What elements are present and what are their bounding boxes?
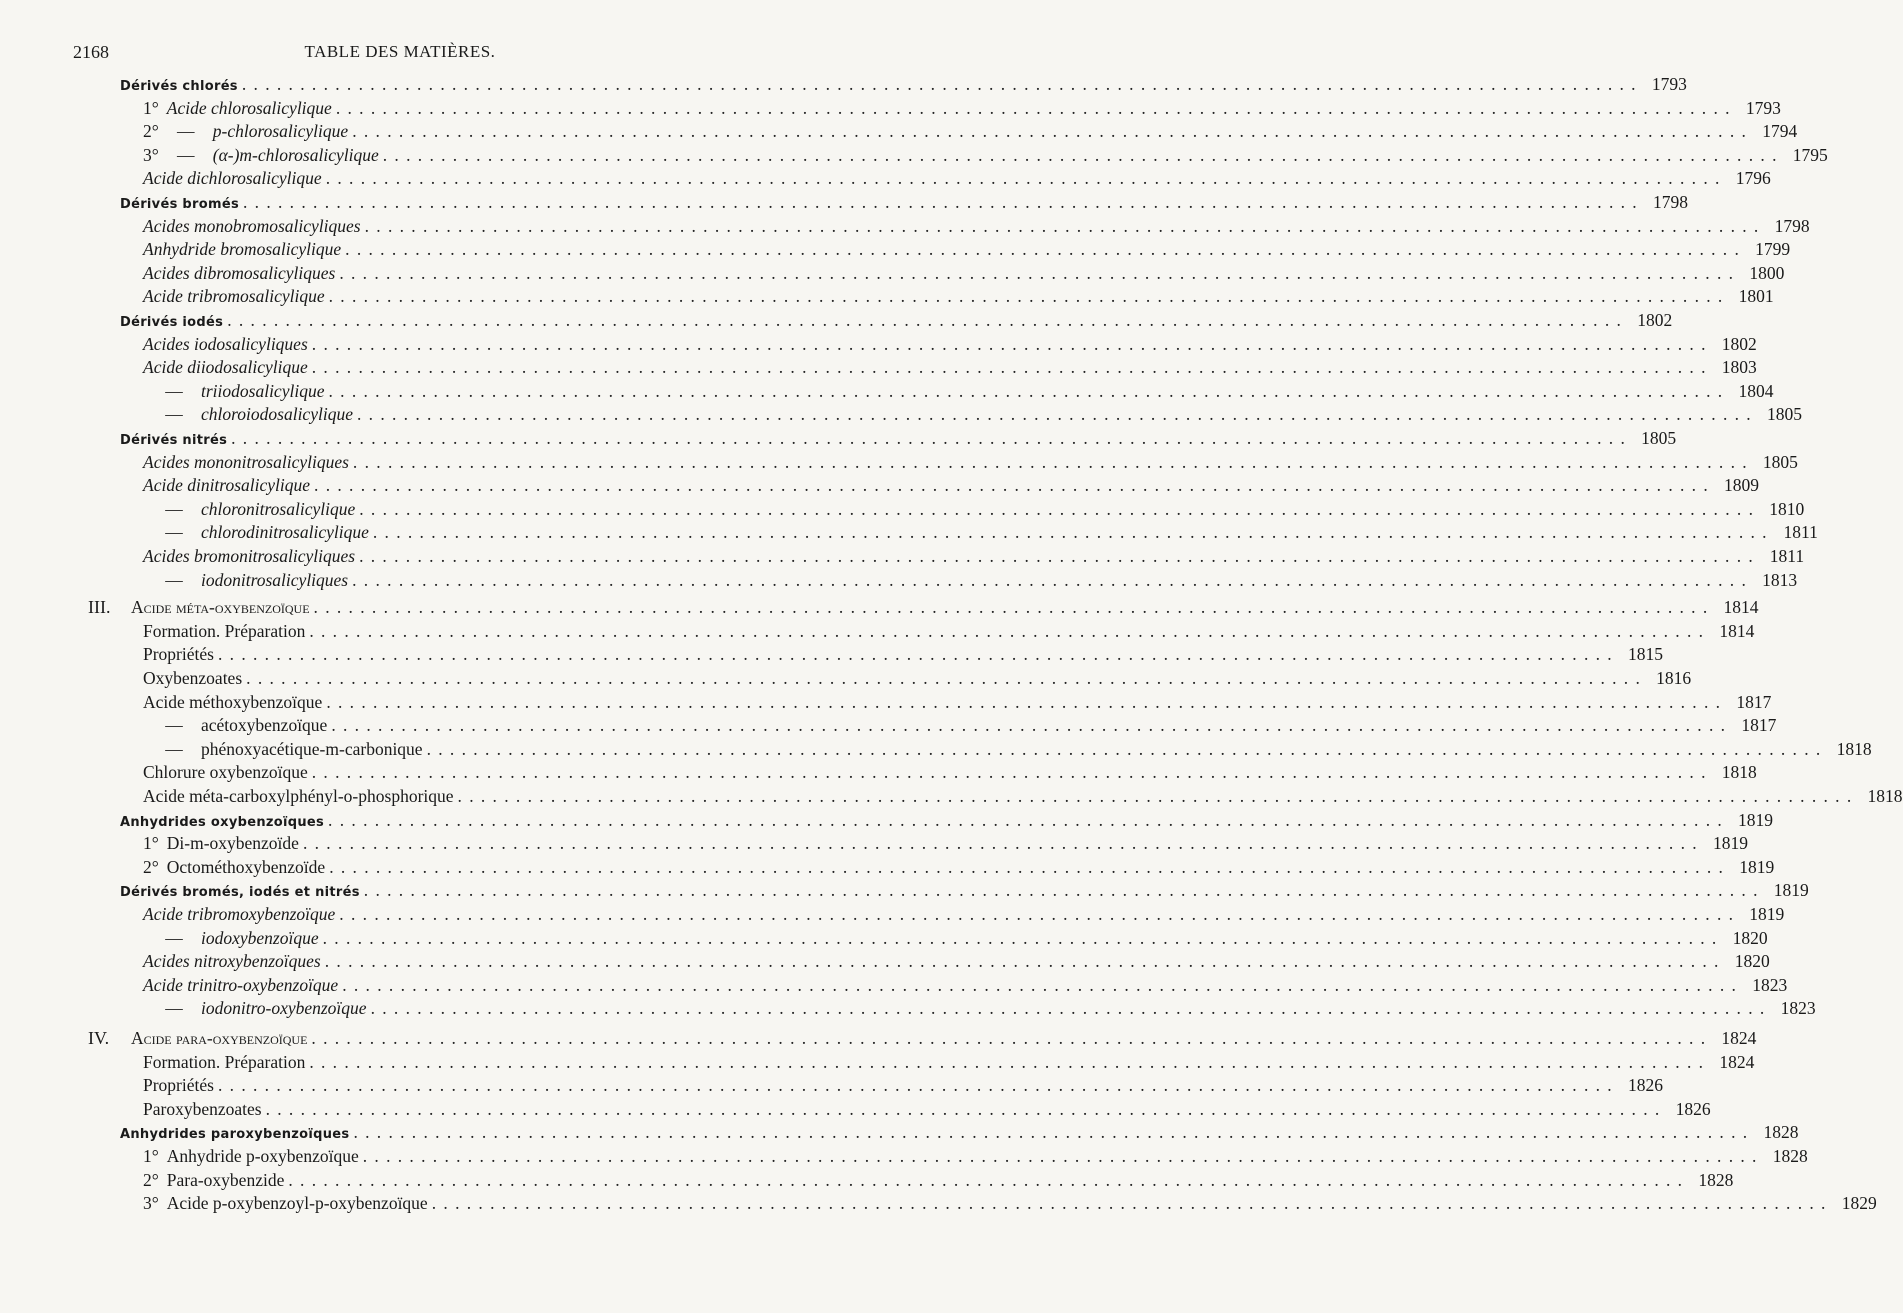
toc-entry-label bbox=[143, 1144, 359, 1168]
toc-entry bbox=[143, 568, 1798, 592]
toc-entry bbox=[143, 1073, 1663, 1097]
toc-entry bbox=[143, 332, 1757, 356]
entry-title: chlorodinitrosalicylique bbox=[201, 522, 369, 543]
toc-entry-label bbox=[143, 737, 423, 761]
page-ref: 1824 bbox=[1721, 1028, 1757, 1048]
toc-entry bbox=[143, 902, 1785, 926]
page-ref: 1793 bbox=[1745, 97, 1781, 118]
entry-title: Formation. Préparation bbox=[143, 1051, 306, 1072]
page-header bbox=[0, 42, 800, 64]
toc-entry bbox=[143, 355, 1757, 379]
entry-title: Acide méthoxybenzoïque bbox=[143, 691, 323, 712]
page-ref: 1805 bbox=[1766, 404, 1802, 425]
page-number: 2168 bbox=[73, 42, 109, 62]
dot-leader: ........................................................................................................................ bbox=[457, 786, 1859, 806]
toc-entry-label bbox=[143, 473, 310, 497]
toc-section-heading bbox=[120, 72, 1687, 96]
page-ref: 1819 bbox=[1739, 856, 1775, 877]
dot-leader: ........................................................................................................................ bbox=[246, 668, 1648, 688]
toc-entry-label bbox=[143, 1050, 305, 1074]
entry-title: chloronitrosalicylique bbox=[201, 498, 356, 519]
entry-number: 3° bbox=[143, 1193, 159, 1214]
page-ref: 1811 bbox=[1783, 522, 1818, 543]
part-title: Acide méta-oxybenzoïque bbox=[131, 597, 310, 618]
dot-leader: ........................................................................................................................ bbox=[311, 357, 1713, 378]
dot-leader: ........................................................................................................................ bbox=[352, 569, 1754, 590]
entry-title: Anhydrides paroxybenzoïques bbox=[120, 1127, 350, 1143]
ditto-dash: — bbox=[177, 121, 195, 142]
page-ref: 1826 bbox=[1675, 1098, 1711, 1119]
page-ref: 1818 bbox=[1867, 786, 1903, 806]
entry-number: 3° bbox=[143, 144, 159, 165]
entry-title: chloroiodosalicylique bbox=[201, 404, 353, 425]
entry-title: phénoxyacétique-m-carbonique bbox=[201, 738, 423, 759]
page-ref: 1819 bbox=[1738, 809, 1774, 830]
entry-title: Octométhoxybenzoïde bbox=[166, 856, 326, 877]
toc-entry bbox=[143, 119, 1798, 143]
ditto-dash: — bbox=[165, 380, 183, 401]
toc-entry bbox=[143, 737, 1872, 761]
toc-entry bbox=[143, 760, 1757, 784]
entry-title: Acide diiodosalicylique bbox=[143, 357, 308, 378]
page-ref: 1823 bbox=[1752, 974, 1788, 995]
toc-entry-label bbox=[143, 1097, 262, 1121]
dot-leader: ........................................................................................................................ bbox=[370, 998, 1772, 1019]
entry-title: Acide tribromoxybenzoïque bbox=[143, 904, 336, 924]
toc-entry-label bbox=[143, 926, 319, 950]
entry-title: Acides nitroxybenzoïques bbox=[143, 951, 321, 972]
toc-entry-label bbox=[143, 261, 335, 285]
ditto-dash: — bbox=[165, 522, 183, 543]
page-ref: 1819 bbox=[1773, 880, 1809, 901]
part-numeral: III. bbox=[88, 597, 111, 618]
toc-entry bbox=[143, 1097, 1711, 1121]
toc-entry-label bbox=[143, 666, 242, 690]
entry-title: Dérivés bromés bbox=[120, 197, 239, 212]
toc-section-heading bbox=[120, 1120, 1799, 1144]
entry-title: Dérivés nitrés bbox=[120, 433, 228, 448]
entry-title: (α-)m-chlorosalicylique bbox=[212, 144, 379, 165]
toc-part-heading bbox=[88, 1026, 1757, 1050]
toc-entry bbox=[143, 214, 1810, 238]
toc-entry bbox=[143, 642, 1663, 666]
page-ref: 1826 bbox=[1627, 1075, 1663, 1096]
entry-title: Chlorure oxybenzoïque bbox=[143, 762, 308, 783]
toc-entry-label bbox=[143, 996, 367, 1020]
entry-title: Acides bromonitrosalicyliques bbox=[143, 546, 356, 566]
toc-entry bbox=[143, 1050, 1755, 1074]
dot-leader: ........................................................................................................................ bbox=[314, 475, 1716, 496]
entry-title: iodoxybenzoïque bbox=[201, 927, 319, 948]
toc-entry-label bbox=[143, 119, 348, 143]
dot-leader: ........................................................................................................................ bbox=[352, 451, 1754, 472]
dot-leader: ........................................................................................................................ bbox=[326, 691, 1728, 712]
toc-entry-label bbox=[143, 402, 353, 426]
toc-entry bbox=[143, 831, 1748, 855]
dot-leader: ........................................................................................................................ bbox=[372, 522, 1774, 543]
page-ref: 1814 bbox=[1723, 597, 1759, 618]
toc-entry-label bbox=[143, 1073, 214, 1097]
toc-entry bbox=[143, 450, 1798, 474]
page-ref: 1804 bbox=[1738, 380, 1774, 401]
entry-title: Para-oxybenzide bbox=[166, 1169, 285, 1190]
dot-leader: ........................................................................................................................ bbox=[431, 1193, 1833, 1214]
page-ref: 1798 bbox=[1652, 192, 1688, 212]
dot-leader: ........................................................................................................................ bbox=[325, 168, 1727, 189]
entry-title: Dérivés bromés, iodés et nitrés bbox=[120, 885, 360, 901]
toc-entry bbox=[143, 520, 1818, 544]
dot-leader: ........................................................................................................................ bbox=[265, 1098, 1667, 1119]
dot-leader: ........................................................................................................................ bbox=[217, 1075, 1619, 1096]
dot-leader: ........................................................................................................................ bbox=[288, 1169, 1690, 1190]
page-ref: 1819 bbox=[1749, 904, 1785, 924]
ditto-dash: — bbox=[177, 144, 195, 165]
dot-leader: ........................................................................................................................ bbox=[328, 286, 1730, 307]
page-ref: 1819 bbox=[1712, 833, 1748, 854]
entry-title: Acides monobromosalicyliques bbox=[143, 215, 361, 236]
toc-entry bbox=[143, 379, 1774, 403]
dot-leader: ........................................................................................................................ bbox=[328, 380, 1730, 401]
page-ref: 1817 bbox=[1741, 715, 1777, 736]
page-ref: 1802 bbox=[1637, 310, 1673, 330]
entry-title: Acide trinitro-oxybenzoïque bbox=[143, 974, 339, 995]
dot-leader: ........................................................................................................................ bbox=[227, 310, 1629, 330]
dot-leader: ........................................................................................................................ bbox=[309, 1051, 1711, 1072]
toc-entry-label bbox=[143, 143, 379, 167]
dot-leader: ........................................................................................................................ bbox=[356, 404, 1758, 425]
page-ref: 1818 bbox=[1836, 738, 1872, 759]
entry-title: Oxybenzoates bbox=[143, 668, 243, 688]
entry-number: 1° bbox=[143, 1146, 159, 1166]
toc-entry-label bbox=[143, 619, 305, 643]
page-ref: 1795 bbox=[1792, 144, 1828, 165]
running-title: TABLE DES MATIÈRES. bbox=[304, 42, 496, 61]
toc-entry-label bbox=[143, 690, 322, 714]
entry-title: acétoxybenzoïque bbox=[201, 715, 328, 736]
page-ref: 1811 bbox=[1769, 546, 1805, 566]
entry-title: triiodosalicylique bbox=[201, 380, 325, 401]
entry-number: 2° bbox=[143, 1169, 159, 1190]
dot-leader: ........................................................................................................................ bbox=[241, 74, 1643, 94]
toc-entry-label bbox=[143, 1191, 428, 1215]
toc-entry bbox=[143, 666, 1692, 690]
toc-entry-label bbox=[143, 96, 332, 120]
page-ref: 1823 bbox=[1780, 998, 1816, 1019]
toc-entry-label bbox=[143, 379, 324, 403]
entry-title: Acide chlorosalicylique bbox=[166, 97, 332, 118]
toc-entry-label bbox=[143, 497, 355, 521]
toc-section-heading bbox=[120, 308, 1673, 332]
ditto-dash: — bbox=[165, 404, 183, 425]
toc-entry bbox=[143, 784, 1903, 808]
toc-entry-label bbox=[143, 784, 454, 808]
toc-section-heading bbox=[120, 190, 1688, 214]
page-ref: 1805 bbox=[1641, 428, 1677, 448]
page-ref: 1815 bbox=[1627, 644, 1663, 665]
entry-title: Acides mononitrosalicyliques bbox=[143, 451, 349, 472]
toc-entry bbox=[143, 261, 1785, 285]
dot-leader: ........................................................................................................................ bbox=[345, 239, 1747, 260]
entry-title: Anhydride p-oxybenzoïque bbox=[166, 1146, 359, 1166]
page-ref: 1799 bbox=[1755, 239, 1791, 260]
entry-title: Paroxybenzoates bbox=[143, 1098, 262, 1119]
toc-entry-label bbox=[143, 855, 325, 879]
dot-leader: ........................................................................................................................ bbox=[359, 498, 1761, 519]
toc-entry bbox=[143, 237, 1791, 261]
page-ref: 1824 bbox=[1719, 1051, 1755, 1072]
entry-title: Propriétés bbox=[143, 644, 214, 665]
toc-entry-label bbox=[143, 831, 299, 855]
dot-leader: ........................................................................................................................ bbox=[311, 333, 1713, 354]
dot-leader: ........................................................................................................................ bbox=[324, 951, 1726, 972]
toc-entry bbox=[143, 949, 1770, 973]
toc-entry-label bbox=[143, 237, 341, 261]
toc-entry-label bbox=[143, 355, 308, 379]
page-ref: 1798 bbox=[1774, 215, 1810, 236]
dot-leader: ........................................................................................................................ bbox=[342, 974, 1744, 995]
toc-entry-label bbox=[143, 1168, 284, 1192]
toc-entry-label bbox=[143, 520, 369, 544]
dot-leader: ........................................................................................................................ bbox=[322, 927, 1724, 948]
toc-entry-label bbox=[143, 332, 308, 356]
entry-title: Acide méta-carboxylphényl-o-phosphorique bbox=[143, 786, 454, 806]
entry-title: Propriétés bbox=[143, 1075, 214, 1096]
entry-title: Dérivés chlorés bbox=[120, 79, 238, 94]
page-ref: 1829 bbox=[1841, 1193, 1877, 1214]
toc-entry-label bbox=[143, 642, 214, 666]
page-ref: 1809 bbox=[1724, 475, 1760, 496]
ditto-dash: — bbox=[165, 738, 183, 759]
dot-leader: ........................................................................................................................ bbox=[382, 144, 1784, 165]
page-ref: 1802 bbox=[1721, 333, 1757, 354]
entry-title: Di-m-oxybenzoïde bbox=[166, 833, 299, 854]
dot-leader: ........................................................................................................................ bbox=[328, 809, 1730, 830]
toc-entry bbox=[143, 855, 1775, 879]
dot-leader: ........................................................................................................................ bbox=[242, 192, 1644, 212]
entry-number: 2° bbox=[143, 856, 159, 877]
toc-entry-label bbox=[143, 973, 338, 997]
page-ref: 1813 bbox=[1762, 569, 1798, 590]
dot-leader: ........................................................................................................................ bbox=[217, 644, 1619, 665]
dot-leader: ........................................................................................................................ bbox=[359, 546, 1761, 566]
toc-entry bbox=[143, 690, 1772, 714]
dot-leader: ........................................................................................................................ bbox=[364, 215, 1766, 236]
toc-entry bbox=[143, 284, 1774, 308]
toc-entry bbox=[143, 96, 1781, 120]
toc-entry bbox=[143, 926, 1768, 950]
toc-entry bbox=[143, 143, 1828, 167]
page-ref: 1810 bbox=[1769, 498, 1805, 519]
page-ref: 1828 bbox=[1772, 1146, 1808, 1166]
entry-title: Dérivés iodés bbox=[120, 315, 224, 330]
page-ref: 1820 bbox=[1734, 951, 1770, 972]
toc-part-heading bbox=[88, 595, 1759, 619]
page-ref: 1816 bbox=[1656, 668, 1692, 688]
entry-title: Anhydride bromosalicylique bbox=[143, 239, 342, 260]
toc-entry-label bbox=[143, 450, 349, 474]
page-ref: 1820 bbox=[1732, 927, 1768, 948]
page-ref: 1805 bbox=[1762, 451, 1798, 472]
toc-entry bbox=[143, 619, 1755, 643]
toc-entry bbox=[143, 1168, 1734, 1192]
entry-title: Acide dinitrosalicylique bbox=[143, 475, 311, 496]
toc-entry bbox=[143, 402, 1802, 426]
page-ref: 1828 bbox=[1698, 1169, 1734, 1190]
entry-title: Acide p-oxybenzoyl-p-oxybenzoïque bbox=[166, 1193, 428, 1214]
page-ref: 1801 bbox=[1738, 286, 1774, 307]
entry-title: Acide dichlorosalicylique bbox=[143, 168, 322, 189]
entry-number: 1° bbox=[143, 833, 159, 854]
entry-title: p-chlorosalicylique bbox=[212, 121, 349, 142]
page-ref: 1818 bbox=[1721, 762, 1757, 783]
dot-leader: ........................................................................................................................ bbox=[353, 1122, 1755, 1143]
entry-number: 1° bbox=[143, 97, 159, 118]
toc-entry-label bbox=[88, 595, 310, 619]
toc-entry-label bbox=[143, 760, 308, 784]
dot-leader: ........................................................................................................................ bbox=[309, 620, 1711, 641]
page-ref: 1793 bbox=[1651, 74, 1687, 94]
toc-entry-label bbox=[143, 902, 335, 926]
entry-title: Anhydrides oxybenzoïques bbox=[120, 814, 325, 830]
ditto-dash: — bbox=[165, 498, 183, 519]
toc-entry bbox=[143, 996, 1816, 1020]
dot-leader: ........................................................................................................................ bbox=[311, 1028, 1713, 1048]
toc-section-heading bbox=[120, 878, 1809, 902]
dot-leader: ........................................................................................................................ bbox=[426, 738, 1828, 759]
ditto-dash: — bbox=[165, 998, 183, 1019]
toc-entry-label bbox=[143, 568, 348, 592]
entry-title: Acides dibromosalicyliques bbox=[143, 262, 336, 283]
toc-entry-label bbox=[143, 544, 355, 568]
toc-entry bbox=[143, 1144, 1808, 1168]
toc-entry bbox=[143, 544, 1805, 568]
entry-title: Acides iodosalicyliques bbox=[143, 333, 308, 354]
toc-entry bbox=[143, 973, 1788, 997]
toc-entry-label bbox=[143, 284, 325, 308]
toc-section-heading bbox=[120, 426, 1677, 450]
page-ref: 1796 bbox=[1735, 168, 1771, 189]
page-ref: 1803 bbox=[1721, 357, 1757, 378]
entry-title: Acide tribromosalicylique bbox=[143, 286, 325, 307]
entry-number: 2° bbox=[143, 121, 159, 142]
dot-leader: ........................................................................................................................ bbox=[302, 833, 1704, 854]
toc-entry-label bbox=[143, 713, 327, 737]
ditto-dash: — bbox=[165, 569, 183, 590]
ditto-dash: — bbox=[165, 927, 183, 948]
dot-leader: ........................................................................................................................ bbox=[231, 428, 1633, 448]
page-ref: 1817 bbox=[1736, 691, 1772, 712]
entry-title: Formation. Préparation bbox=[143, 620, 306, 641]
page-ref: 1794 bbox=[1762, 121, 1798, 142]
page-ref: 1800 bbox=[1749, 262, 1785, 283]
toc-entry bbox=[143, 166, 1771, 190]
toc-entry-label bbox=[143, 166, 322, 190]
dot-leader: ........................................................................................................................ bbox=[363, 880, 1765, 901]
toc-entry-label bbox=[88, 1026, 307, 1050]
dot-leader: ........................................................................................................................ bbox=[362, 1146, 1764, 1166]
toc-entry bbox=[143, 713, 1777, 737]
page-ref: 1814 bbox=[1719, 620, 1755, 641]
toc-entry-label bbox=[143, 214, 361, 238]
dot-leader: ........................................................................................................................ bbox=[311, 762, 1713, 783]
entry-title: iodonitro-oxybenzoïque bbox=[201, 998, 367, 1019]
dot-leader: ........................................................................................................................ bbox=[339, 262, 1741, 283]
part-title: Acide para-oxybenzoïque bbox=[131, 1028, 308, 1048]
dot-leader: ........................................................................................................................ bbox=[352, 121, 1754, 142]
page-ref: 1828 bbox=[1763, 1122, 1799, 1143]
dot-leader: ........................................................................................................................ bbox=[329, 856, 1731, 877]
ditto-dash: — bbox=[165, 715, 183, 736]
toc-entry-label bbox=[143, 949, 321, 973]
toc-section-heading bbox=[120, 808, 1774, 832]
toc-entry bbox=[143, 497, 1805, 521]
dot-leader: ........................................................................................................................ bbox=[313, 597, 1715, 618]
toc-entry bbox=[143, 473, 1760, 497]
dot-leader: ........................................................................................................................ bbox=[331, 715, 1733, 736]
dot-leader: ........................................................................................................................ bbox=[339, 904, 1741, 924]
dot-leader: ........................................................................................................................ bbox=[335, 97, 1737, 118]
entry-title: iodonitrosalicyliques bbox=[201, 569, 349, 590]
toc-entry bbox=[143, 1191, 1877, 1215]
part-numeral: IV. bbox=[88, 1028, 110, 1048]
